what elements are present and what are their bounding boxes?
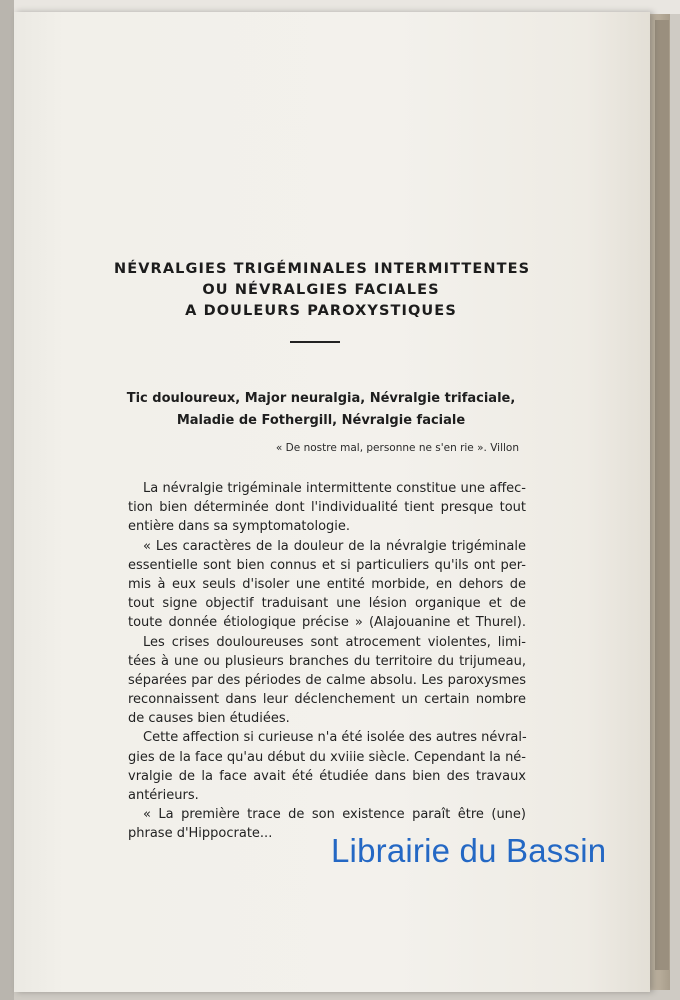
body-line: mis à eux seuls d'isoler une entité morbide, en dehors de (128, 576, 526, 592)
body-line: tout signe objectif traduisant une lésion organique et de (128, 596, 526, 612)
body-line: La névralgie trigéminale intermittente constitue une affec- (143, 481, 526, 496)
body-line: gies de la face qu'au début du xviiie siècle. Cependant la né- (128, 749, 526, 765)
body-line: « Les caractères de la douleur de la névralgie trigéminale (143, 538, 526, 554)
body-line: entière dans sa symptomatologie. (128, 519, 351, 535)
chapter-title-line-1: NÉVRALGIES TRIGÉMINALES INTERMITTENTES (114, 261, 531, 277)
body-line: tion bien déterminée dont l'individualité tient presque tout (128, 500, 526, 516)
subtitle-line-2: Maladie de Fothergill, Névralgie faciale (176, 413, 466, 428)
subtitle-line-1: Tic douloureux, Major neuralgia, Névralgie trifaciale, (126, 391, 516, 406)
chapter-title (114, 259, 531, 322)
body-line: antérieurs. (128, 788, 199, 803)
body-line: Les crises douloureuses sont atrocement violentes, limi- (143, 634, 526, 650)
body-line: séparées par des périodes de calme absolu. Les paroxysmes (128, 672, 526, 688)
epigraph: « De nostre mal, personne ne s'en rie ». Villon (275, 442, 519, 454)
body-line: « La première trace de son existence paraît être (une) (143, 807, 526, 823)
body-line: Cette affection si curieuse n'a été isolée des autres névral- (143, 730, 527, 746)
body-line: vralgie de la face avait été étudiée dans bien des travaux (128, 768, 526, 784)
body-line: tées à une ou plusieurs branches du territoire du trijumeau, (128, 653, 526, 669)
background-left (0, 0, 14, 1000)
body-line: essentielle sont bien connus et si particuliers qu'ils ont per- (128, 557, 526, 573)
body-line: toute donnée étiologique précise » (Alajouanine et Thurel). (128, 615, 526, 631)
chapter-title-line-3: A DOULEURS PAROXYSTIQUES (185, 303, 457, 319)
subtitle (109, 388, 533, 432)
chapter-title-line-2: OU NÉVRALGIES FACIALES (202, 282, 440, 298)
body-line: phrase d'Hippocrate... (128, 826, 273, 842)
watermark: Librairie du Bassin (331, 832, 607, 869)
body-line: reconnaissent dans leur déclenchement un certain nombre (128, 692, 526, 708)
page-stack-shadow (655, 20, 669, 970)
body-line: de causes bien étudiées. (128, 711, 290, 727)
body-text (128, 479, 526, 844)
title-divider (290, 341, 340, 343)
